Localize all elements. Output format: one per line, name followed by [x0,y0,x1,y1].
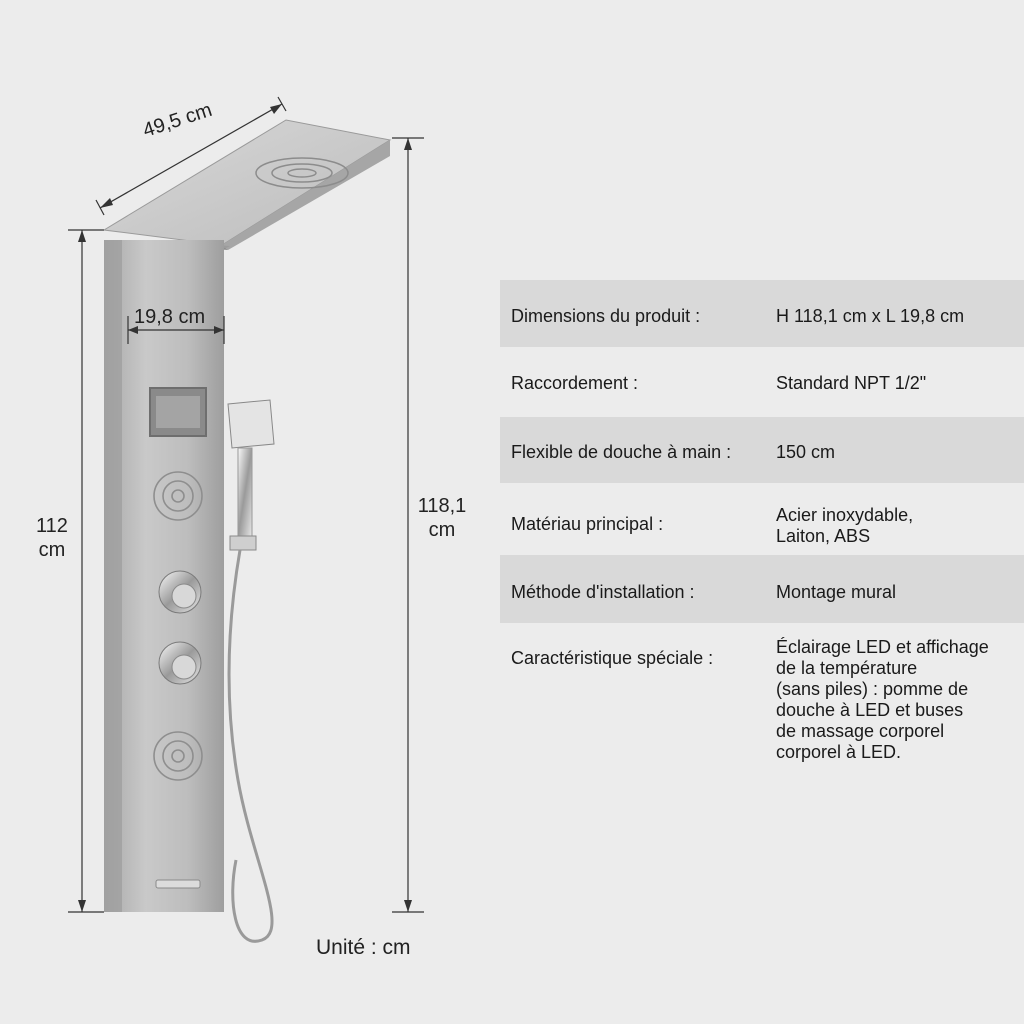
spec-label: Raccordement : [511,373,639,393]
spec-label: Méthode d'installation : [511,582,695,602]
spec-row-special-feature [500,623,1024,783]
column-width-label: 19,8 cm [134,306,206,328]
temperature-knob-icon [159,571,201,613]
spec-row-connection [500,347,1024,417]
spec-row-dimensions [500,280,1024,347]
spec-table [500,280,1024,783]
spec-label: Caractéristique spéciale : [511,648,714,668]
spec-row-installation [500,555,1024,623]
waterfall-outlet [156,880,200,888]
spec-label: Flexible de douche à main : [511,442,732,462]
column-height-label: 112 cm [36,515,68,561]
spec-row-material [500,483,1024,555]
spec-value: 150 cm [776,442,836,462]
hand-shower [228,400,274,941]
spec-value: Éclairage LED et affichage de la température (sans piles) : pomme de douche à LED et buses de massage corporel corporel à LED. [776,637,989,762]
spec-value: H 118,1 cm x L 19,8 cm [776,306,965,326]
spec-row-hose [500,417,1024,483]
spec-value: Acier inoxydable, Laiton, ABS [776,505,914,546]
temperature-display [150,388,206,436]
spec-value: Standard NPT 1/2" [776,373,927,393]
spec-value: Montage mural [776,582,897,602]
head-width-label: 49,5 cm [140,98,215,142]
shower-column [104,240,224,912]
spec-label: Dimensions du produit : [511,306,701,326]
total-height-label: 118,1 cm [417,495,467,541]
spec-label: Matériau principal : [511,514,664,534]
unit-note: Unité : cm [316,936,411,959]
flow-selector-knob-icon [159,642,201,684]
